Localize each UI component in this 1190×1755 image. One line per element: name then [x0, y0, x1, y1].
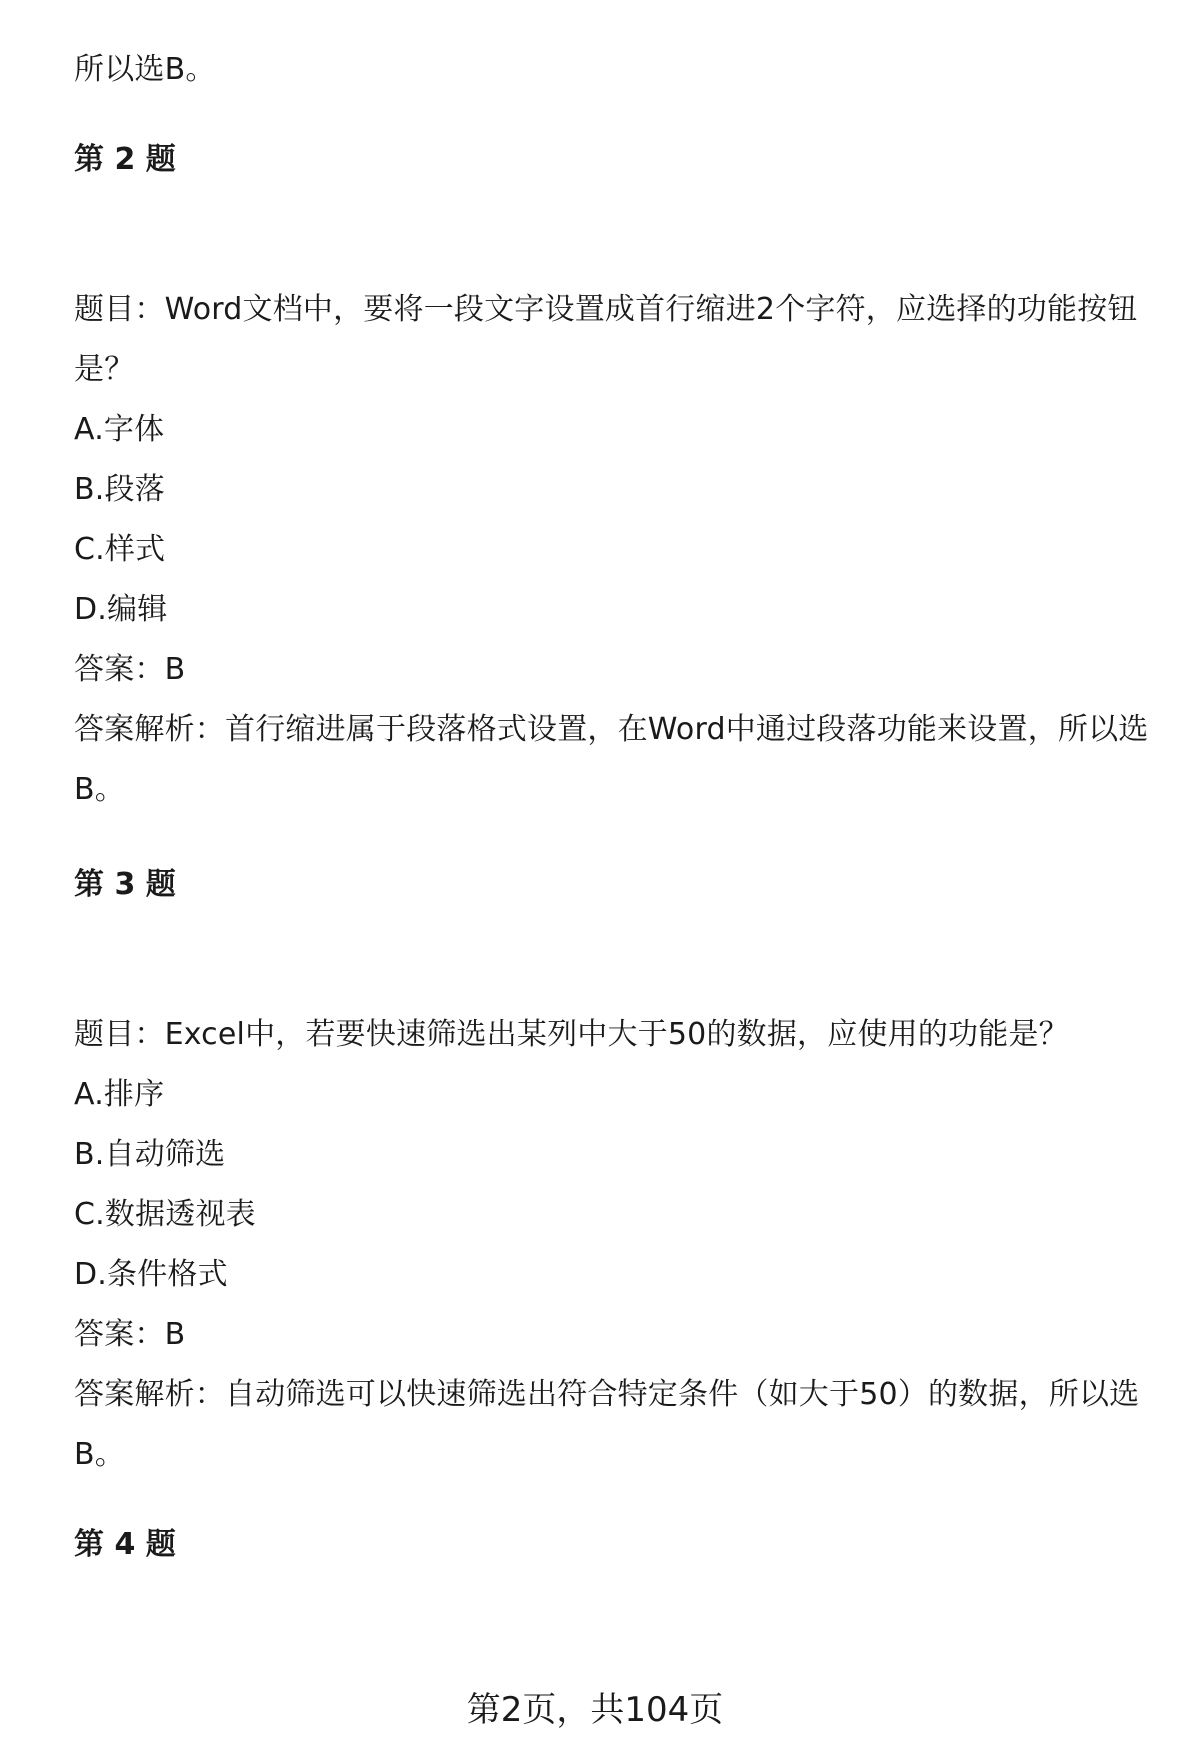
question-heading: 第 4 题 — [74, 1527, 176, 1562]
option-b: B.自动筛选 — [74, 1137, 226, 1172]
answer-explanation: 答案解析：首行缩进属于段落格式设置，在Word中通过段落功能来设置，所以选 — [74, 712, 1149, 747]
option-d: D.编辑 — [74, 592, 168, 627]
option-d: D.条件格式 — [74, 1257, 228, 1292]
option-b: B.段落 — [74, 472, 165, 507]
question-heading: 第 2 题 — [74, 142, 176, 177]
question-text-continuation: 是？ — [74, 352, 135, 387]
option-a: A.字体 — [74, 412, 165, 447]
previous-explanation-continuation: 所以选B。 — [74, 52, 216, 87]
question-text: 题目：Excel中，若要快速筛选出某列中大于50的数据，应使用的功能是？ — [74, 1017, 1069, 1052]
answer-explanation: 答案解析：自动筛选可以快速筛选出符合特定条件（如大于50）的数据，所以选 — [74, 1377, 1140, 1412]
option-c: C.样式 — [74, 532, 166, 567]
answer: 答案：B — [74, 1317, 186, 1352]
option-a: A.排序 — [74, 1077, 165, 1112]
page-indicator: 第2页，共104页 — [466, 1690, 724, 1730]
answer: 答案：B — [74, 652, 186, 687]
question-heading: 第 3 题 — [74, 867, 176, 902]
answer-explanation-continuation: B。 — [74, 1437, 125, 1472]
answer-explanation-continuation: B。 — [74, 772, 125, 807]
option-c: C.数据透视表 — [74, 1197, 256, 1232]
question-text: 题目：Word文档中，要将一段文字设置成首行缩进2个字符，应选择的功能按钮 — [74, 292, 1138, 327]
